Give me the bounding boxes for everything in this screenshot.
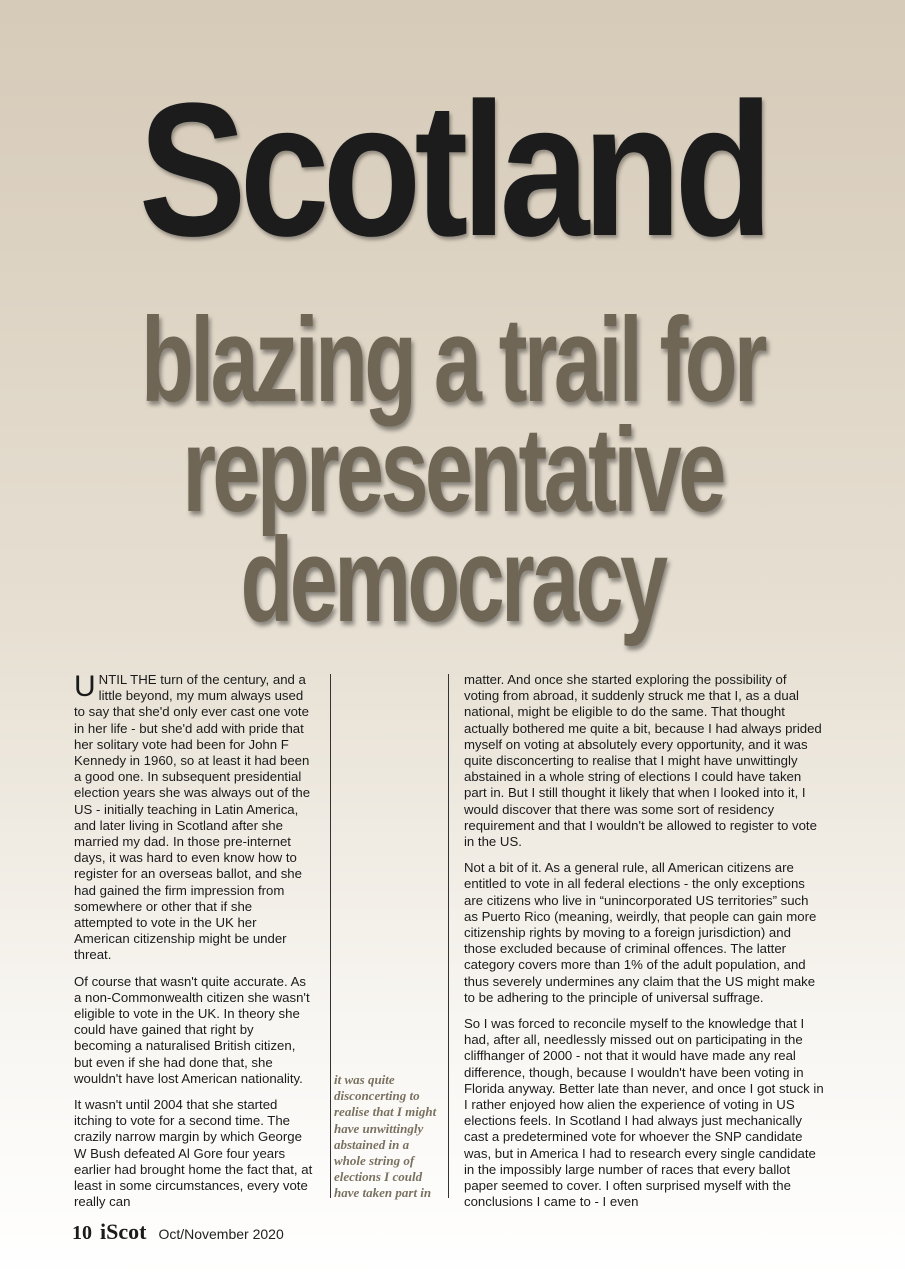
article-paragraph: Not a bit of it. As a general rule, all American citizens are entitled to vote in all federal elections - the only exceptions are citizens who live in “unincorporated US territories” such as Puerto Rico (meaning, weirdly, that people can gain more citizenship rights by moving to a foreign jurisdiction) and those excluded because of criminal offences. The latter category covers more than 1% of the adult population, and thus severely undermines any claim that the US might make to be adhering to the principle of universal suffrage. bbox=[464, 860, 817, 1005]
article-column-left bbox=[74, 672, 314, 1221]
pull-quote: it was quite disconcerting to realise that I might have unwittingly abstained in a whole string of elections I could have taken part in bbox=[334, 1072, 437, 1201]
headline-subtitle-line-3: democracy bbox=[240, 513, 665, 647]
paragraph-text: NTIL THE turn of the century, and a little beyond, my mum always used to say that she'd only ever cast one vote in her life - but she'd add with pride that her solitary vote had been for John F Kennedy in 1960, so at least it had been a good one. In subsequent presidential election years she was always out of the US - initially teaching in Latin America, and later living in Scotland after she married my dad. In those pre-internet days, it was hard to even know how to register for an overseas ballot, and she had gained the firm impression from somewhere or other that if she attempted to vote in the UK her American citizenship might be under threat. bbox=[74, 672, 311, 963]
article-paragraph: So I was forced to reconcile myself to the knowledge that I had, after all, needlessly missed out on participating in the cliffhanger of 2000 - not that it would have made any real difference, though, because I wouldn't have been voting in Florida anyway. Better late than never, and once I got stuck in I rather enjoyed how alien the experience of voting in US elections feels. In Scotland I had always just mechanically cast a predetermined vote for whoever the SNP candidate was, but in America I had to research every single candidate in the impossibly large number of races that every ballot paper seemed to cover. I often surprised myself with the conclusions I came to - I even bbox=[464, 1016, 824, 1210]
column-divider-right bbox=[448, 674, 449, 1198]
headline-subtitle-line-1: blazing a trail for bbox=[141, 293, 764, 427]
column-divider-left bbox=[330, 674, 331, 1198]
article-column-right bbox=[464, 672, 824, 1221]
page-footer bbox=[72, 1219, 284, 1247]
magazine-logo: iScot bbox=[100, 1219, 147, 1244]
article-paragraph: It wasn't until 2004 that she started itching to vote for a second time. The crazily narrow margin by which George W Bush defeated Al Gore four years earlier had brought home the fact that, at least in some circumstances, every vote really can bbox=[74, 1097, 313, 1210]
issue-date: Oct/November 2020 bbox=[158, 1226, 284, 1242]
page-number: 10 bbox=[72, 1222, 92, 1244]
article-paragraph bbox=[74, 672, 314, 964]
article-paragraph: Of course that wasn't quite accurate. As a non-Commonwealth citizen she wasn't eligible to vote in the UK. In theory she could have gained that right by becoming a naturalised British citizen, but even if she had done that, she wouldn't have lost American nationality. bbox=[74, 973, 310, 1086]
headline-subtitle-line-2: representative bbox=[182, 403, 723, 537]
headline-title: Scotland bbox=[138, 64, 767, 276]
article-paragraph: matter. And once she started exploring the possibility of voting from abroad, it suddenly struck me that I, as a dual national, might be eligible to do the same. That thought actually bothered me quite a bit, because I had always prided myself on voting at absolutely every opportunity, and it was quite disconcerting to realise that I might have unwittingly abstained in a whole string of elections I could have taken part in. But I still thought it likely that when I looked into it, I would discover that there was some sort of residency requirement and that I wouldn't be allowed to register to vote in the US. bbox=[464, 672, 822, 850]
drop-cap: U bbox=[74, 670, 96, 703]
